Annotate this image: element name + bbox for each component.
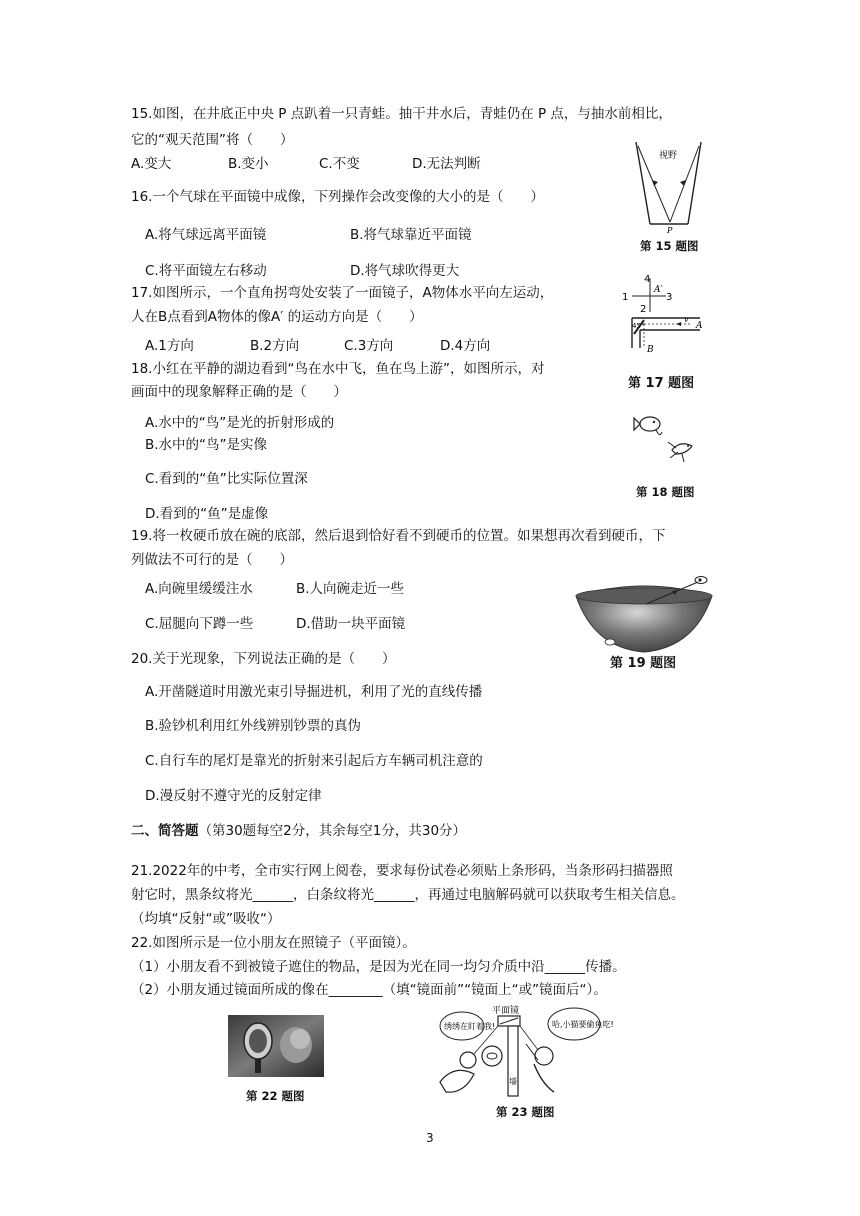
q18-option-a: A.水中的“鸟”是光的折射形成的 xyxy=(145,415,335,431)
q19-caption: 第 19 题图 xyxy=(610,656,677,671)
q23-fig-bubble-left: 绣绣在盯着我! xyxy=(444,1022,496,1031)
q15-option-b: B.变小 xyxy=(228,156,269,172)
q23-cartoon-figure xyxy=(434,1004,614,1100)
q19-line2: 列做法不可行的是（ ） xyxy=(131,552,293,568)
q15-line1: 15.如图，在井底正中央 P 点趴着一只青蛙。抽干井水后，青蛙仍在 P 点，与抽水前相比， xyxy=(131,106,672,122)
q18-fish-bird-figure xyxy=(632,410,702,470)
page-number: 3 xyxy=(426,1131,434,1145)
q20-option-a: A.开凿隧道时用激光束引导掘进机，利用了光的直线传播 xyxy=(145,684,483,700)
q17-line1: 17.如图所示，一个直角拐弯处安装了一面镜子，A物体水平向左运动， xyxy=(131,285,554,301)
q15-option-c: C.不变 xyxy=(319,156,360,172)
q22-caption: 第 22 题图 xyxy=(246,1089,305,1103)
q21-line1: 21.2022年的中考，全市实行网上阅卷，要求每份试卷必须贴上条形码，当条形码扫描器照 xyxy=(131,863,673,879)
q15-option-a: A.变大 xyxy=(131,156,172,172)
q17-fig-n3: 3 xyxy=(666,292,673,303)
q17-fig-n4: 4 xyxy=(644,274,651,285)
q22-part2: （2）小朋友通过镜面所成的像在________（填“镜面前”“镜面上“或”镜面后“）。 xyxy=(131,982,607,998)
q20-option-b: B.验钞机利用红外线辨别钞票的真伪 xyxy=(145,718,362,734)
q20-option-c: C.自行车的尾灯是靠光的折射来引起后方车辆司机注意的 xyxy=(145,753,483,769)
q19-option-c: C.屈腿向下蹲一些 xyxy=(145,616,254,632)
section-note: （第30题每空2分，其余每空1分，共30分） xyxy=(198,823,467,839)
q19-line1: 19.将一枚硬币放在碗的底部，然后退到恰好看不到硬币的位置。如果想再次看到硬币，下 xyxy=(131,528,666,544)
q22-stem: 22.如图所示是一位小朋友在照镜子（平面镜）。 xyxy=(131,935,416,951)
q17-option-c: C.3方向 xyxy=(344,338,394,354)
q18-option-c: C.看到的“鱼”比实际位置深 xyxy=(145,471,308,487)
q22-photo-figure xyxy=(228,1015,324,1077)
q15-well-figure xyxy=(628,142,708,235)
q15-caption: 第 15 题图 xyxy=(640,239,699,253)
q23-caption: 第 23 题图 xyxy=(496,1105,555,1119)
q15-fig-label-p: P xyxy=(667,226,673,235)
q18-caption: 第 18 题图 xyxy=(636,485,695,499)
q16-option-a: A.将气球远离平面镜 xyxy=(145,227,267,243)
q23-fig-mirror: 平面镜 xyxy=(492,1006,520,1016)
q23-fig-wall: 墙 xyxy=(509,1077,517,1086)
q18-line2: 画面中的现象解释正确的是（ ） xyxy=(131,384,347,400)
q20-option-d: D.漫反射不遵守光的反射定律 xyxy=(145,788,322,804)
q17-fig-aprime: A′ xyxy=(654,285,663,295)
q17-caption: 第 17 题图 xyxy=(628,376,695,391)
q19-bowl-figure xyxy=(574,576,714,656)
q19-option-b: B.人向碗走近一些 xyxy=(296,581,405,597)
q16-option-d: D.将气球吹得更大 xyxy=(350,263,460,279)
q19-option-d: D.借助一块平面镜 xyxy=(296,616,406,632)
q17-fig-v: v xyxy=(684,315,689,324)
q23-fig-bubble-right: 哈,小猫要偷鱼吃! xyxy=(552,1020,614,1029)
section-title: 二、简答题 xyxy=(131,823,199,839)
q15-fig-label-view: 视野 xyxy=(659,151,678,161)
q22-part1: （1）小朋友看不到被镜子遮住的物品，是因为光在同一均匀介质中沿______传播。 xyxy=(131,959,626,975)
q19-option-a: A.向碗里缓缓注水 xyxy=(145,581,253,597)
q17-option-d: D.4方向 xyxy=(440,338,491,354)
q18-option-d: D.看到的“鱼”是虚像 xyxy=(145,506,269,522)
q16-option-b: B.将气球靠近平面镜 xyxy=(350,227,472,243)
q18-line1: 18.小红在平静的湖边看到“鸟在水中飞，鱼在鸟上游”，如图所示，对 xyxy=(131,361,545,377)
q17-mirror-figure xyxy=(620,272,710,355)
q21-line2: 射它时，黑条纹将光______，白条纹将光______，再通过电脑解码就可以获取考生相关信息。 xyxy=(131,887,685,903)
section-heading xyxy=(131,822,466,840)
q15-option-d: D.无法判断 xyxy=(412,156,481,172)
q17-fig-n1: 1 xyxy=(622,292,629,303)
q17-option-b: B.2方向 xyxy=(250,338,300,354)
q16-stem: 16.一个气球在平面镜中成像，下列操作会改变像的大小的是（ ） xyxy=(131,189,544,205)
q17-fig-a: A xyxy=(696,321,703,331)
q15-line2: 它的“观天范围”将（ ） xyxy=(131,132,294,148)
q18-option-b: B.水中的“鸟”是实像 xyxy=(145,437,268,453)
q17-fig-n2: 2 xyxy=(640,304,647,315)
q17-fig-b: B xyxy=(647,345,654,355)
q16-option-c: C.将平面镜左右移动 xyxy=(145,263,267,279)
q17-line2: 人在B点看到A物体的像A′ 的运动方向是（ ） xyxy=(131,309,423,325)
q17-fig-angle: 45° xyxy=(632,322,645,330)
q17-option-a: A.1方向 xyxy=(145,338,194,354)
q21-line3: （均填“反射“或”吸收“） xyxy=(131,911,281,927)
q20-stem: 20.关于光现象，下列说法正确的是（ ） xyxy=(131,651,396,667)
